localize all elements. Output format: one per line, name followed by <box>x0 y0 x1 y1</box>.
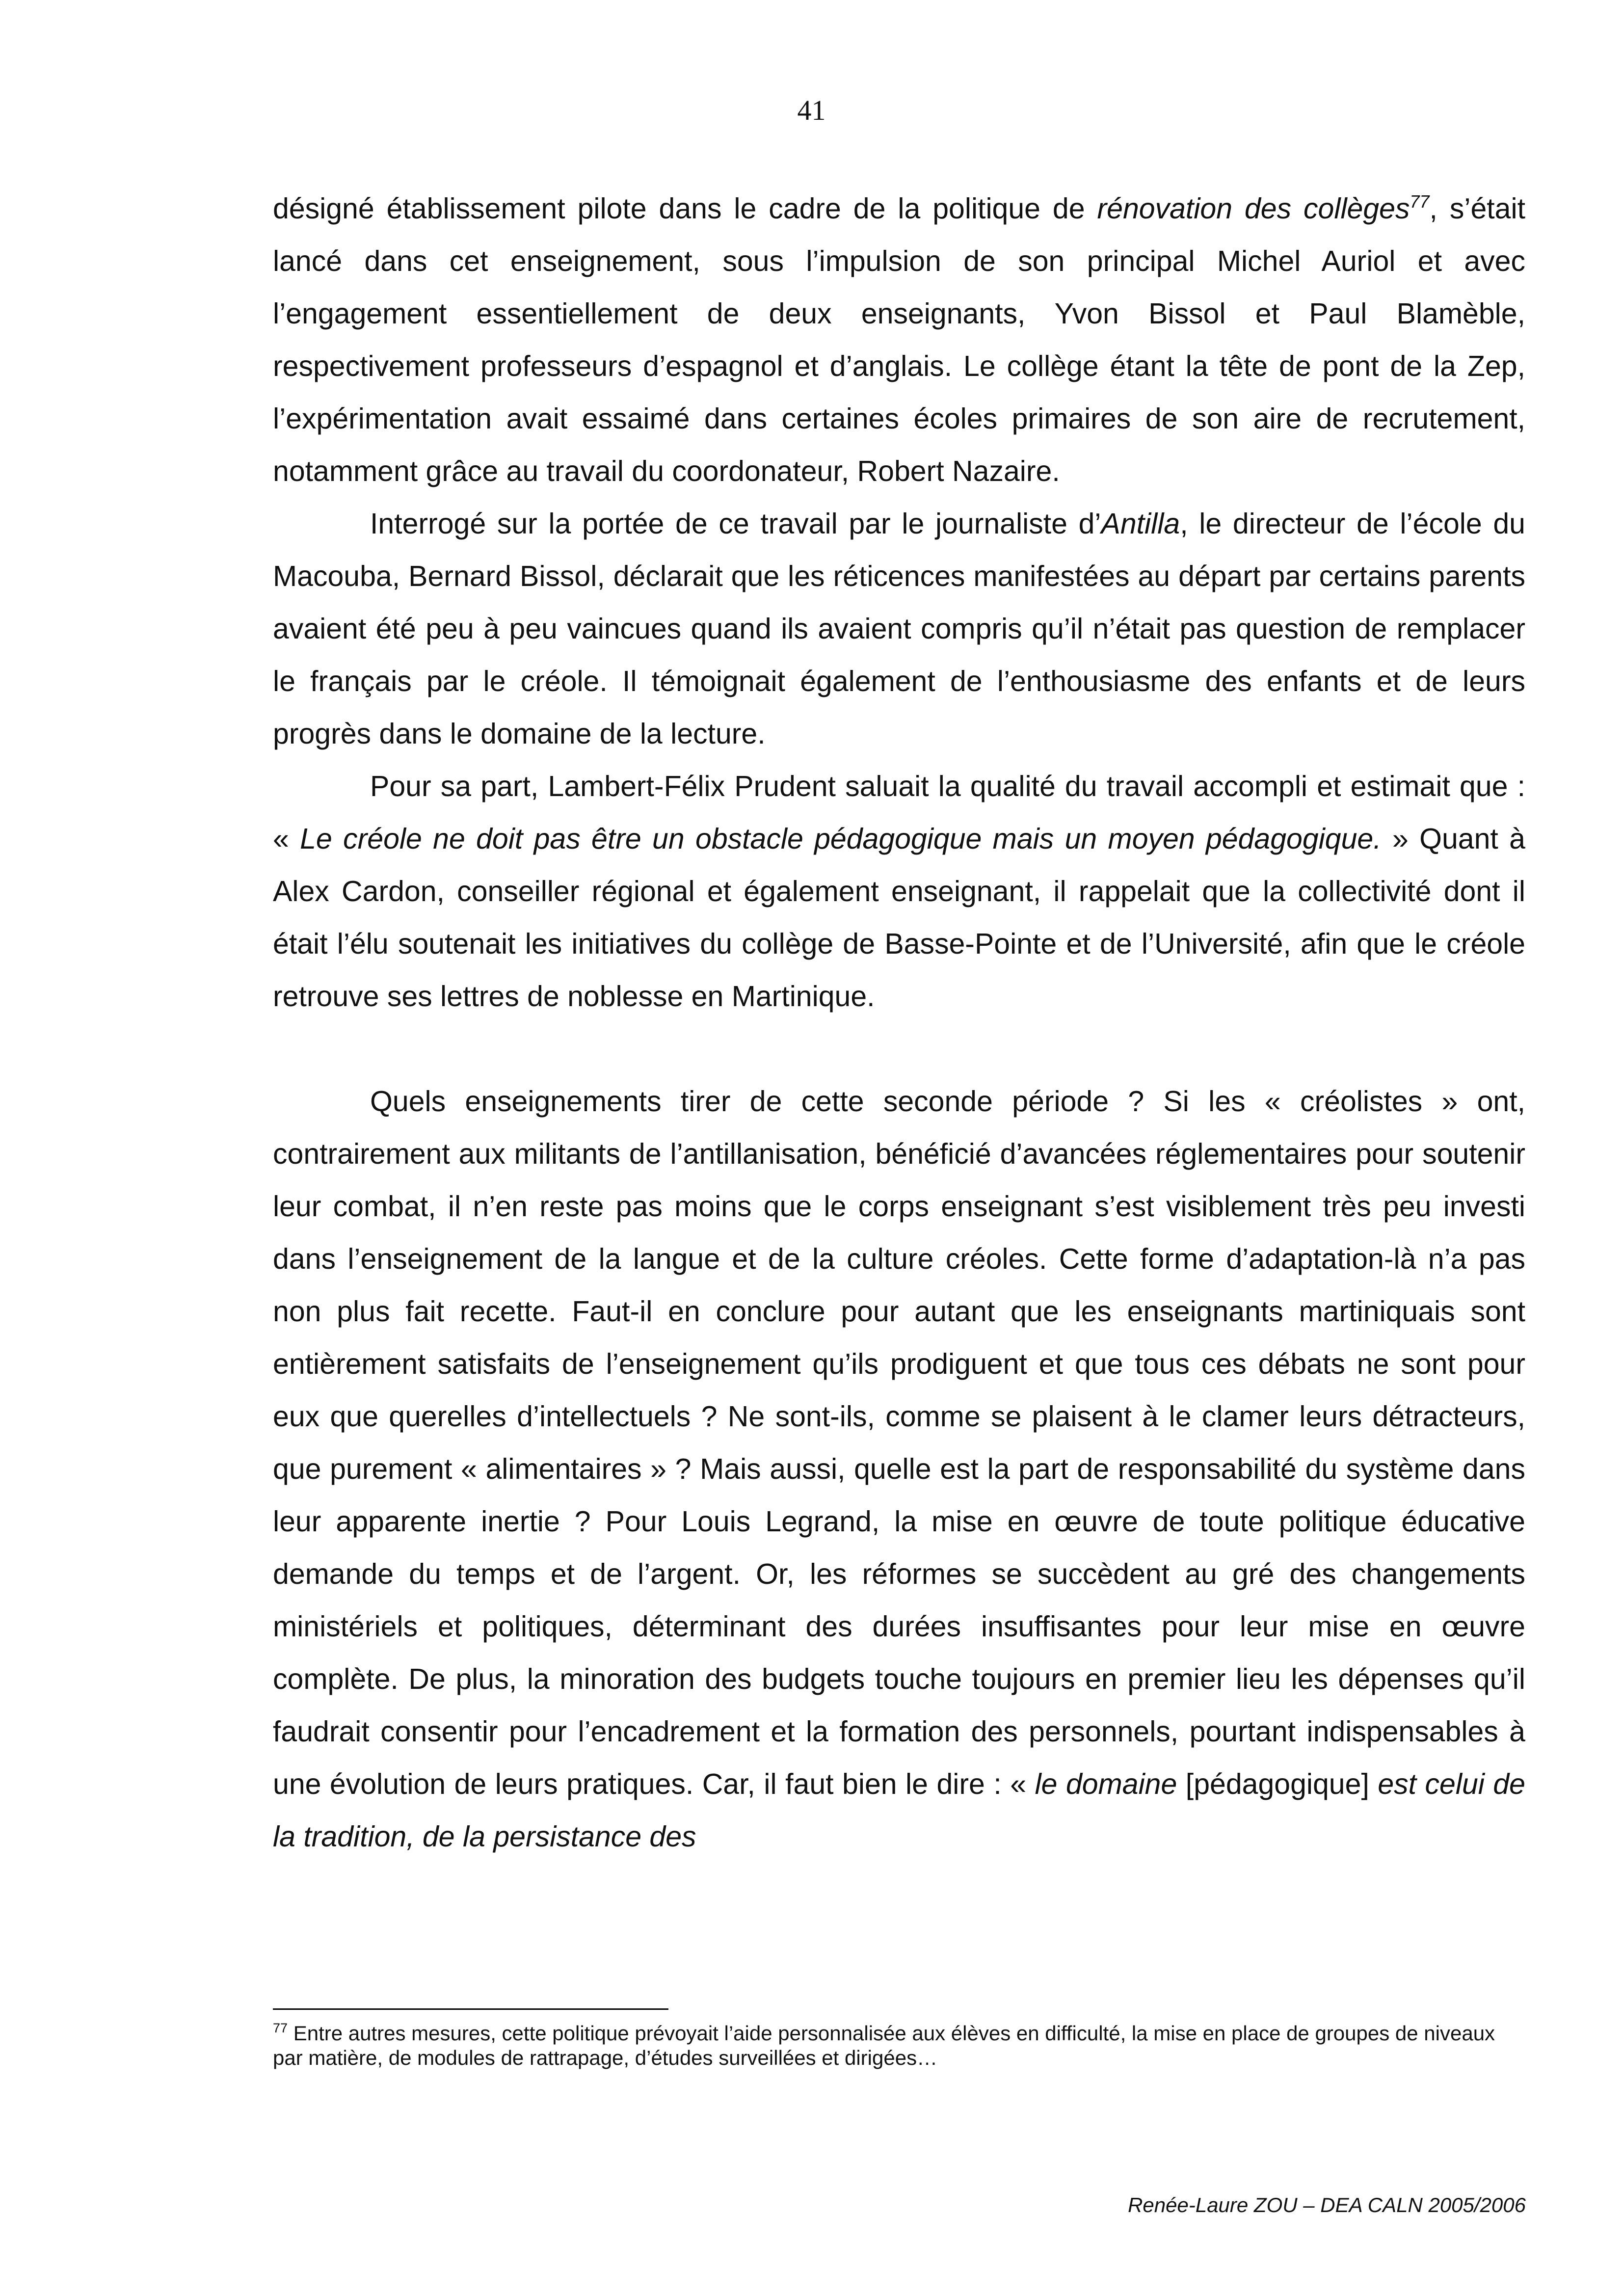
italic-span: rénovation des collèges <box>1097 192 1410 225</box>
text-span: Quels enseignements tirer de cette seconde période ? Si les « créolistes » ont, contrairement aux militants de l’antillanisation, bénéficié d’avancées réglementaires pour soutenir leur combat, il n’en reste pas moins que le corps enseignant s’est visiblement très peu investi dans l’enseignement de la langue et de la culture créoles. Cette forme d’adaptation-là n’a pas non plus fait recette. Faut-il en conclure pour autant que les enseignants martiniquais sont entièrement satisfaits de l’enseignement qu’ils prodiguent et que tous ces débats ne sont pour eux que querelles d’intellectuels ? Ne sont-ils, comme se plaisent à le clamer leurs détracteurs, que purement « alimentaires » ? Mais aussi, quelle est la part de responsabilité du système dans leur apparente inertie ? Pour Louis Legrand, la mise en œuvre de toute politique éducative demande du temps et de l’argent. Or, les réformes se succèdent au gré des changements ministériels et politiques, déterminant des durées insuffisantes pour leur mise en œuvre complète. De plus, la minoration des budgets touche toujours en premier lieu les dépenses qu’il faudrait consentir pour l’encadrement et la formation des personnels, pourtant indispensables à une évolution de leurs pratiques. Car, il faut bien le dire : « <box>273 1085 1525 1800</box>
paragraph-4 <box>273 1075 1525 1863</box>
page-footer: Renée-Laure ZOU – DEA CALN 2005/2006 <box>1128 2193 1526 2216</box>
italic-span: est celui de la tradition, de la persistance des <box>273 1768 1525 1853</box>
paragraph-3 <box>273 760 1525 1023</box>
footnote-ref: 77 <box>1410 191 1430 212</box>
footnote-number: 77 <box>273 2021 288 2035</box>
text-span: [pédagogique] <box>1177 1768 1378 1800</box>
page-number: 41 <box>797 94 826 126</box>
text-span: Pour sa part, Lambert-Félix Prudent saluait la qualité du travail accompli et estimait que : « <box>273 770 1525 855</box>
text-span: , s’était lancé dans cet enseignement, sous l’impulsion de son principal Michel Auriol et avec l’engagement essentiellement de deux enseignants, Yvon Bissol et Paul Blamèble, respectivement professeurs d’espagnol et d’anglais. Le collège étant la tête de pont de la Zep, l’expérimentation avait essaimé dans certaines écoles primaires de son aire de recrutement, notamment grâce au travail du coordonateur, Robert Nazaire. <box>273 192 1525 487</box>
paragraph-2 <box>273 498 1525 760</box>
paragraph-1 <box>273 183 1525 498</box>
text-span: , le directeur de l’école du Macouba, Bernard Bissol, déclarait que les réticences manifestées au départ par certains parents avaient été peu à peu vaincues quand ils avaient compris qu’il n’était pas question de remplacer le français par le créole. Il témoignait également de l’enthousiasme des enfants et de leurs progrès dans le domaine de la lecture. <box>273 507 1525 750</box>
italic-span: Antilla <box>1101 507 1180 540</box>
footnote-separator <box>273 2008 668 2010</box>
paragraph-gap <box>273 1023 1525 1075</box>
text-span: Interrogé sur la portée de ce travail par le journaliste d’ <box>370 507 1101 540</box>
text-span: désigné établissement pilote dans le cadre de la politique de <box>273 192 1097 225</box>
italic-span: le domaine <box>1035 1768 1177 1800</box>
body-text <box>273 183 1525 1863</box>
footnote-text: Entre autres mesures, cette politique prévoyait l’aide personnalisée aux élèves en difficulté, la mise en place de groupes de niveaux par matière, de modules de rattrapage, d’études surveillées et dirigées… <box>273 2022 1495 2069</box>
italic-quote: Le créole ne doit pas être un obstacle pédagogique mais un moyen pédagogique. <box>300 823 1382 855</box>
footnote <box>273 2021 1525 2070</box>
text-span: » Quant à Alex Cardon, conseiller régional et également enseignant, il rappelait que la collectivité dont il était l’élu soutenait les initiatives du collège de Basse-Pointe et de l’Université, afin que le créole retrouve ses lettres de noblesse en Martinique. <box>273 823 1525 1013</box>
